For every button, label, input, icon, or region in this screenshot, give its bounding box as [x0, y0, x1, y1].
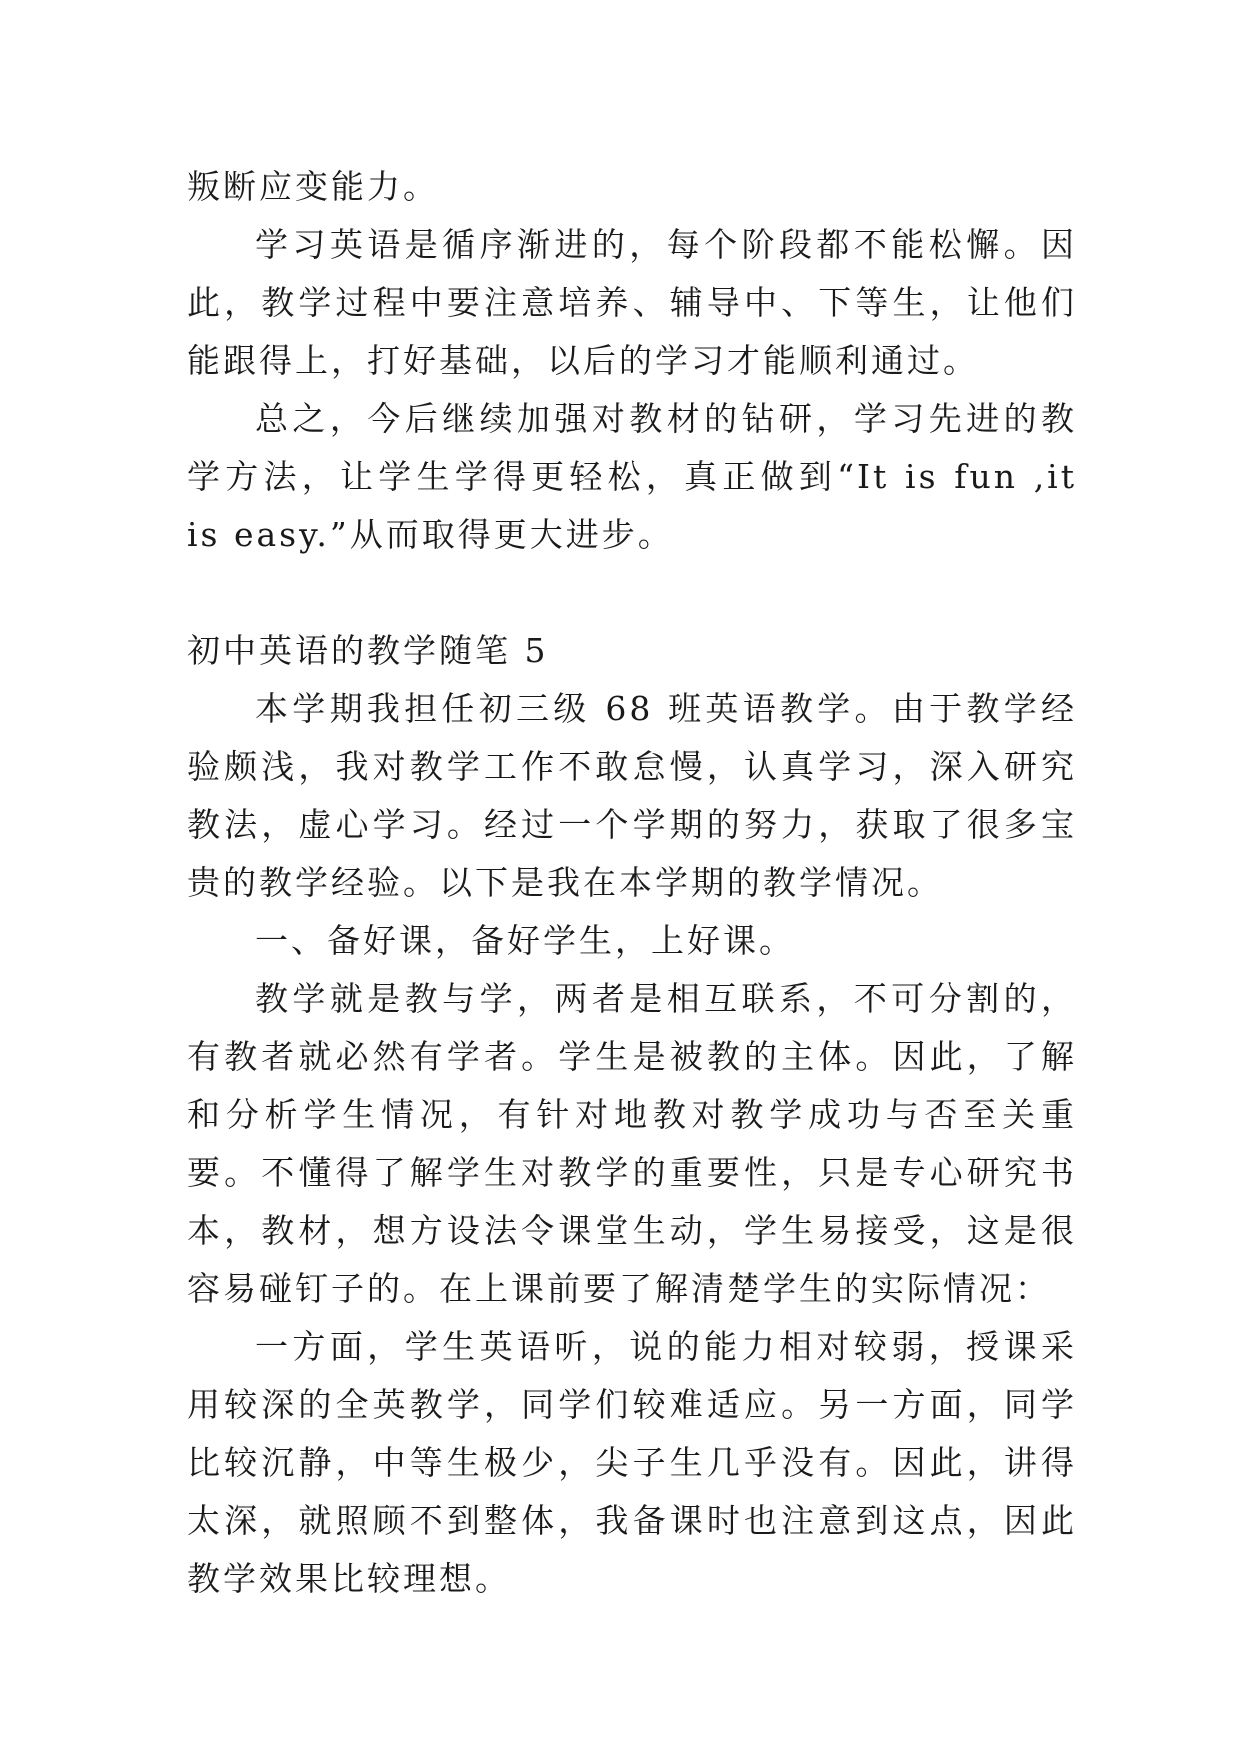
paragraph-teaching-learning: 教学就是教与学，两者是相互联系，不可分割的，有教者就必然有学者。学生是被教的主体。因此，了解和分析学生情况，有针对地教对教学成功与否至关重要。不懂得了解学生对教学的重要性，只是专心研究书本，教材，想方设法令课堂生动，学生易接受，这是很容易碰钉子的。在上课前要了解清楚学生的实际情况：	[187, 979, 1077, 1308]
document-body	[187, 158, 1077, 1608]
paragraph-continuation: 叛断应变能力。	[187, 167, 439, 206]
paragraph-heading-one: 一、备好课，备好学生，上好课。	[255, 921, 795, 960]
section-title: 初中英语的教学随笔 5	[187, 631, 549, 670]
paragraph-summary: 总之，今后继续加强对教材的钻研，学习先进的教学方法，让学生学得更轻松，真正做到“It is fun ,it is easy.”从而取得更大进步。	[187, 399, 1077, 554]
paragraph-student-situation: 一方面，学生英语听，说的能力相对较弱，授课采用较深的全英教学，同学们较难适应。另一方面，同学比较沉静，中等生极少，尖子生几乎没有。因此，讲得太深，就照顾不到整体，我备课时也注意到这点，因此教学效果比较理想。	[187, 1327, 1077, 1598]
paragraph-intro: 本学期我担任初三级 68 班英语教学。由于教学经验颇浅，我对教学工作不敢怠慢，认真学习，深入研究教法，虚心学习。经过一个学期的努力，获取了很多宝贵的教学经验。以下是我在本学期的教学情况。	[187, 689, 1077, 902]
paragraph-learning-progression: 学习英语是循序渐进的，每个阶段都不能松懈。因此，教学过程中要注意培养、辅导中、下等生，让他们能跟得上，打好基础，以后的学习才能顺利通过。	[187, 225, 1077, 380]
